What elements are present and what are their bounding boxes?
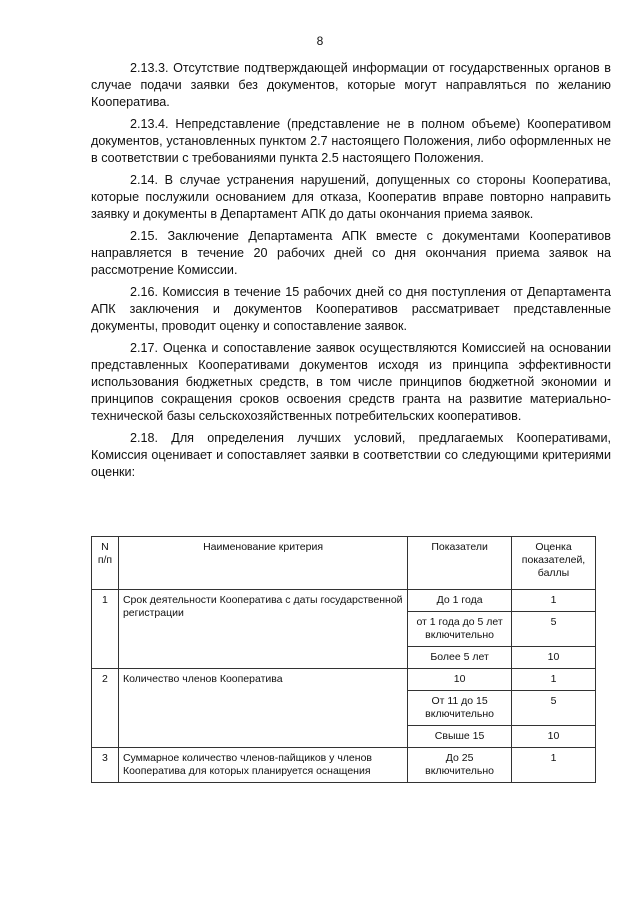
score-cell: 10 [512,726,596,748]
score-cell: 5 [512,612,596,647]
indicator-cell: Более 5 лет [408,647,512,669]
paragraph-2-18: 2.18. Для определения лучших условий, предлагаемых Кооперативами, Комиссия оценивает и сопоставляет заявки в соответствии со следующими критериями оценки: [91,431,611,479]
paragraph-2-16: 2.16. Комиссия в течение 15 рабочих дней со дня поступления от Департамента АПК заключения и документов Кооперативов рассматривает представленные документы, проводит оценку и сопоставление заявок. [91,285,611,333]
table-row [92,748,596,783]
header-indicators: Показатели [408,537,512,590]
score-cell: 5 [512,691,596,726]
criterion-name: Срок деятельности Кооператива с даты государственной регистрации [118,590,407,669]
criterion-num: 2 [92,669,119,748]
indicator-cell: от 1 года до 5 лет включительно [408,612,512,647]
criteria-table [91,536,596,783]
score-cell: 1 [512,590,596,612]
criterion-num: 3 [92,748,119,783]
indicator-cell: До 25 включительно [408,748,512,783]
score-cell: 10 [512,647,596,669]
score-cell: 1 [512,669,596,691]
indicator-cell: От 11 до 15 включительно [408,691,512,726]
table-header-row [92,537,596,590]
criterion-name: Количество членов Кооператива [118,669,407,748]
header-num: N п/п [92,537,119,590]
paragraph-2-14: 2.14. В случае устранения нарушений, допущенных со стороны Кооператива, которые послужили основанием для отказа, Кооператив вправе повторно направить заявку и документы в Департамент АПК до даты окончания приема заявок. [91,173,611,221]
document-body [91,60,611,486]
page-number: 8 [316,34,324,48]
indicator-cell: 10 [408,669,512,691]
header-criterion-name: Наименование критерия [118,537,407,590]
score-cell: 1 [512,748,596,783]
paragraph-2-13-3: 2.13.3. Отсутствие подтверждающей информации от государственных органов в случае подачи заявки без документов, которые могут направляться по желанию Кооператива. [91,61,611,109]
paragraph-2-17: 2.17. Оценка и сопоставление заявок осуществляются Комиссией на основании представленных Кооперативами документов исходя из принципа эффективности использования бюджетных средств, в том числе принципов бюджетной экономии и принципов сокращения сроков освоения средств гранта на развитие материально-технической базы сельскохозяйственных потребительских кооперативов. [91,341,611,423]
paragraph-2-13-4: 2.13.4. Непредставление (представление не в полном объеме) Кооперативом документов, установленных пунктом 2.7 настоящего Положения, либо оформленных не в соответствии с требованиями пункта 2.5 настоящего Положения. [91,117,611,165]
header-score: Оценка показателей, баллы [512,537,596,590]
criterion-num: 1 [92,590,119,669]
table-row [92,669,596,691]
indicator-cell: Свыше 15 [408,726,512,748]
indicator-cell: До 1 года [408,590,512,612]
paragraph-2-15: 2.15. Заключение Департамента АПК вместе с документами Кооперативов направляется в течение 20 рабочих дней со дня окончания приема заявок на рассмотрение Комиссии. [91,229,611,277]
table-row [92,590,596,612]
criterion-name: Суммарное количество членов-пайщиков у членов Кооператива для которых планируется оснащения [118,748,407,783]
